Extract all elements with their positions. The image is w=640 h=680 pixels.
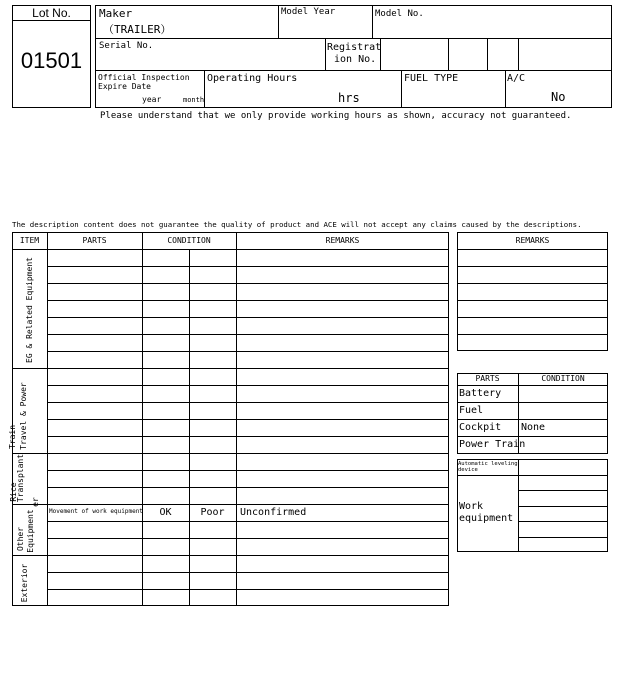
maker-label: Maker xyxy=(99,7,133,20)
lot-number: 01501 xyxy=(20,48,83,73)
auto-leveling-label-line2: device xyxy=(458,467,478,473)
ac-label: A/C xyxy=(507,73,526,84)
lot-label: Lot No. xyxy=(32,6,71,20)
condition-unconfirmed: Unconfirmed xyxy=(240,507,307,518)
model-year-label: Model Year xyxy=(281,7,336,17)
col-remarks: REMARKS xyxy=(325,236,360,245)
section-eg-related-equipment: EG & Related Equipment xyxy=(25,257,34,363)
other-row-part: Movement of work equipment xyxy=(49,508,143,515)
registration-no-label-line1: Registrat xyxy=(327,42,382,53)
part-cockpit: Cockpit xyxy=(459,422,502,433)
inspection-label-line1: Official Inspection xyxy=(98,73,190,82)
hours-disclaimer: Please understand that we only provide working hours as shown, accuracy not guaranteed. xyxy=(100,111,572,121)
section-rice-transplanter-line1: Rice xyxy=(9,482,18,502)
condition-poor: Poor xyxy=(200,507,225,518)
hours-unit: hrs xyxy=(338,91,360,105)
section-exterior: Exterior xyxy=(20,563,29,603)
serial-no-label: Serial No. xyxy=(99,41,154,51)
operating-hours-label: Operating Hours xyxy=(207,73,298,84)
part-power-train: Power Train xyxy=(459,439,526,450)
ac-value: No xyxy=(551,90,566,104)
auto-leveling-label-line1: Automatic leveling xyxy=(458,461,518,467)
col-condition: CONDITION xyxy=(167,236,211,245)
year-label: year xyxy=(142,95,162,104)
side-remarks-header: REMARKS xyxy=(515,236,550,245)
side-condition-header: CONDITION xyxy=(541,374,585,383)
col-item: ITEM xyxy=(19,236,40,245)
work-equipment-label-line2: equipment xyxy=(459,513,514,524)
section-other-equipment-line1: Other xyxy=(16,526,25,552)
work-equipment-label-line1: Work xyxy=(459,501,484,512)
section-rice-transplanter-line2: Transplant xyxy=(16,453,25,503)
fuel-type-label: FUEL TYPE xyxy=(404,73,459,84)
side-parts-header: PARTS xyxy=(475,374,500,383)
inspection-label-line2: Expire Date xyxy=(98,82,151,91)
maker-value: （TRAILER） xyxy=(103,23,172,36)
section-travel-power-train-line2: Train xyxy=(8,424,17,450)
section-travel-power-train-line1: Travel & Power xyxy=(19,382,28,450)
part-battery: Battery xyxy=(459,388,502,399)
section-other-equipment-line2: Equipment xyxy=(26,509,35,553)
condition-cockpit: None xyxy=(521,422,546,433)
model-no-label: Model No. xyxy=(375,9,424,19)
description-disclaimer: The description content does not guarantee the quality of product and ACE will not accept any claims caused by the descriptions. xyxy=(12,220,582,229)
section-rice-transplanter-line3: er xyxy=(31,497,40,507)
condition-ok: OK xyxy=(159,507,172,518)
registration-no-label-line2: ion No. xyxy=(334,54,377,65)
part-fuel: Fuel xyxy=(459,405,484,416)
month-label: month xyxy=(183,96,205,104)
col-parts: PARTS xyxy=(82,236,107,245)
